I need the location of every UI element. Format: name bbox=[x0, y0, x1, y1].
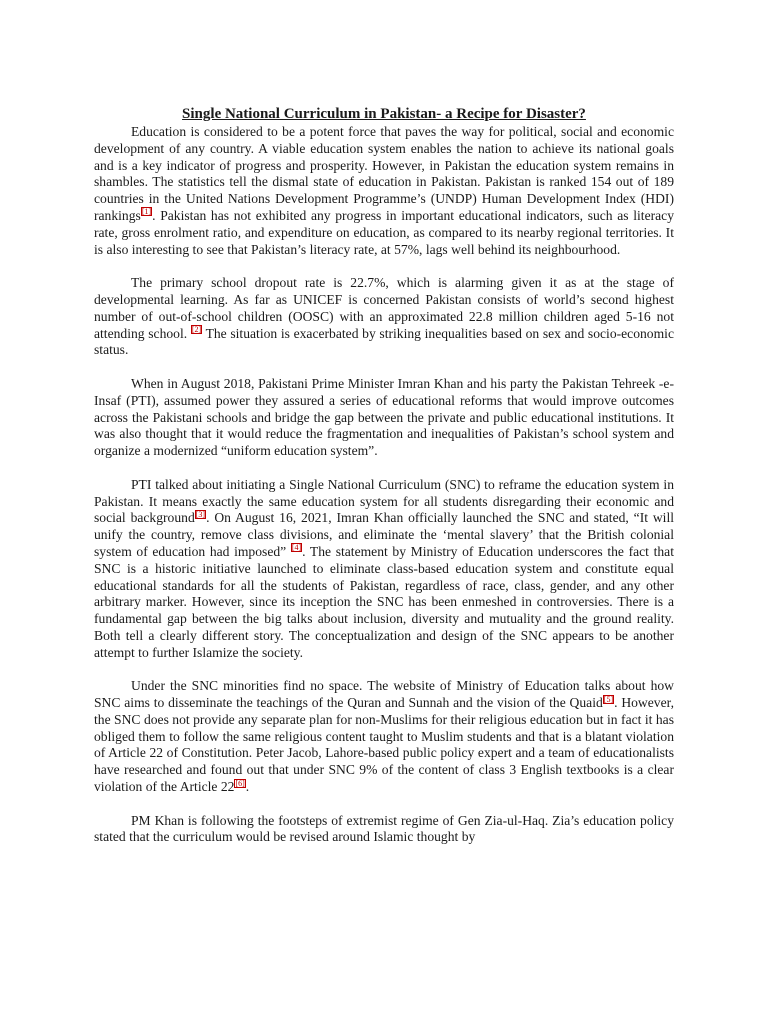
paragraph-text: . bbox=[245, 779, 250, 795]
paragraph-text: When in August 2018, Pakistani Prime Minister Imran Khan and his party the Pakistan Tehreek -e-Insaf (PTI), assumed power they assured a series of educational reforms that would improve outcomes across the Pakistani schools and bridge the gap between the private and public educational institutions. It was also thought that it would reduce the fragmentation and inequalities of Pakistan’s school system and organize a modernized “uniform education system”. bbox=[94, 375, 674, 459]
document-body bbox=[94, 124, 674, 846]
paragraph-text: Under the SNC minorities find no space. The website of Ministry of Education talks about how SNC aims to disseminate the teachings of the Quran and Sunnah and the vision of the Quaid bbox=[94, 678, 674, 711]
footnote-link[interactable]: [5] bbox=[603, 694, 614, 704]
paragraph-text: PTI talked about initiating a Single National Curriculum (SNC) to reframe the education system in Pakistan. It means exactly the same education system for all students disregarding their economic and social background bbox=[94, 476, 674, 526]
footnote-link[interactable]: [6] bbox=[235, 778, 245, 788]
paragraph-text: PM Khan is following the footsteps of extremist regime of Gen Zia-ul-Haq. Zia’s education policy stated that the curriculum would be revised around Islamic thought by bbox=[94, 812, 674, 845]
paragraph-text: The situation is exacerbated by striking inequalities based on sex and socio-economic status. bbox=[94, 325, 674, 358]
paragraph-text: . Pakistan has not exhibited any progress in important educational indicators, such as literacy rate, gross enrolment ratio, and expenditure on education, as compared to its nearby regional territories. It is also interesting to see that Pakistan’s literacy rate, at 57%, lags well behind its neighbourhood. bbox=[94, 207, 674, 257]
paragraph-text: . The statement by Ministry of Education underscores the fact that SNC is a historic initiative launched to eliminate class-based education system and constitute equal educational standards for all the students of Pakistan, regardless of race, class, gender, and any other arbitrary marker. However, since its inception the SNC has been enmeshed in controversies. There is a fundamental gap between the big talks about inclusion, diversity and mutuality and the ground reality. Both tell a clearly different story. The conceptualization and design of the SNC appears to be another attempt to further Islamize the society. bbox=[94, 543, 674, 660]
paragraph bbox=[94, 275, 674, 359]
paragraph bbox=[94, 124, 674, 258]
footnote-link[interactable]: [1] bbox=[141, 207, 152, 217]
footnote-link[interactable]: [4] bbox=[291, 543, 302, 553]
paragraph-text: . However, the SNC does not provide any separate plan for non-Muslims for their religious education but in fact it has obliged them to follow the same religious content taught to Muslim students and that is a blatant violation of Article 22 of Constitution. Peter Jacob, Lahore-based public policy expert and a team of educationalists have researched and found out that under SNC 9% of the content of class 3 English textbooks is a clear violation of the Article 22 bbox=[94, 695, 674, 795]
document-page bbox=[94, 105, 674, 846]
paragraph-text: Education is considered to be a potent force that paves the way for political, social and economic development of any country. A viable education system enables the nation to achieve its national goals and is a key indicator of progress and prosperity. However, in Pakistan the education system remains in shambles. The statistics tell the dismal state of education in Pakistan. Pakistan is ranked 154 out of 189 countries in the United Nations Development Programme’s (UNDP) Human Development Index (HDI) rankings bbox=[94, 124, 674, 223]
paragraph bbox=[94, 477, 674, 662]
paragraph bbox=[94, 813, 674, 847]
paragraph bbox=[94, 376, 674, 460]
paragraph bbox=[94, 678, 674, 796]
footnote-link[interactable]: [3] bbox=[195, 509, 206, 519]
paragraph-text: . On August 16, 2021, Imran Khan officially launched the SNC and stated, “It will unify the country, remove class divisions, and eliminate the ‘mental slavery’ that the British colonial system of education had imposed” bbox=[94, 510, 674, 559]
footnote-link[interactable]: [2] bbox=[191, 325, 202, 335]
paragraph-text: The primary school dropout rate is 22.7%, which is alarming given it as at the stage of developmental learning. As far as UNICEF is concerned Pakistan consists of world’s second highest number of out-of-school children (OOSC) with an approximated 22.8 million children aged 5-16 not attending school. bbox=[94, 275, 674, 341]
document-title: Single National Curriculum in Pakistan- a Recipe for Disaster? bbox=[182, 106, 586, 122]
